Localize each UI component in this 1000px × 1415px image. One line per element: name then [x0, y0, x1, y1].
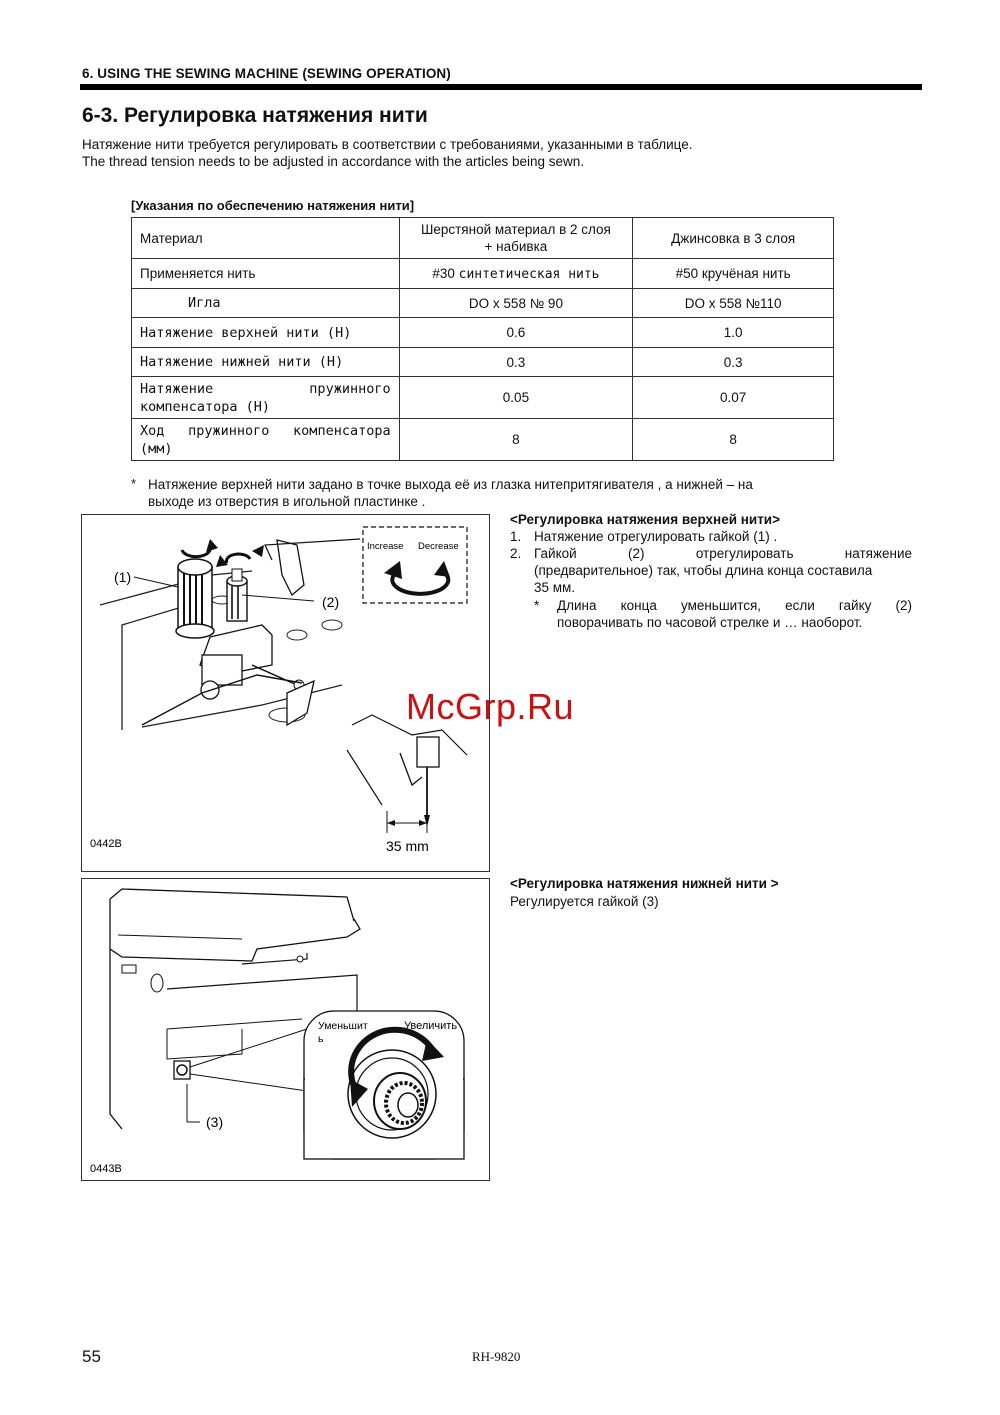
header-rule — [80, 84, 922, 90]
row-value: 0.3 — [399, 348, 633, 377]
label-2: (2) — [322, 594, 340, 610]
header-wool: Шерстяной материал в 2 слоя + набивка — [399, 218, 633, 259]
row-value: DO x 558 № 90 — [399, 289, 633, 318]
row-label: Применяется нить — [132, 259, 400, 289]
step-1-text: Натяжение отрегулировать гайкой (1) . — [534, 529, 778, 544]
row-label: Ход пружинного компенсатора (мм) — [132, 419, 400, 461]
bobbin-nut-3-icon — [174, 1061, 190, 1079]
lower-tension-figure — [81, 878, 490, 1181]
lower-tension-heading: <Регулировка натяжения нижней нити > — [510, 876, 779, 891]
row-value: DO x 558 №110 — [633, 289, 834, 318]
lower-tension-text: Регулируется гайкой (3) — [510, 894, 659, 909]
figure-code: 0442B — [90, 838, 122, 850]
figure-code: 0443B — [90, 1163, 122, 1175]
row-value: #30 синтетическая нить — [399, 259, 633, 289]
row-value: 0.07 — [633, 377, 834, 419]
model-number: RH-9820 — [472, 1349, 521, 1364]
decrease-label: Decrease — [418, 541, 459, 552]
label-3: (3) — [206, 1114, 224, 1130]
row-value: 0.6 — [399, 318, 633, 348]
header-material: Материал — [132, 218, 400, 259]
section-header: 6. USING THE SEWING MACHINE (SEWING OPERATION) — [82, 66, 451, 81]
step-2-number: 2. — [510, 546, 522, 561]
row-value: 8 — [633, 419, 834, 461]
sub-note-asterisk: * — [534, 598, 540, 613]
step-1-number: 1. — [510, 529, 522, 544]
increase-label: Increase — [367, 541, 404, 552]
note-text: Натяжение верхней нити задано в точке выхода её из глазка нитепритягивателя , а нижней – на выходе из отверстия в игольной пластинке . — [148, 477, 753, 509]
row-value: 0.05 — [399, 377, 633, 419]
page-title: 6-3. Регулировка натяжения нити — [82, 104, 428, 127]
table-row — [132, 348, 834, 377]
table-row — [132, 419, 834, 461]
row-label: Натяжение нижней нити (Н) — [132, 348, 400, 377]
page-number: 55 — [82, 1347, 101, 1366]
dimension-label: 35 mm — [386, 838, 429, 854]
decrease-ru-label-cont: ь — [318, 1033, 324, 1045]
table-row — [132, 377, 834, 419]
row-label: Игла — [132, 289, 400, 318]
table-row — [132, 318, 834, 348]
sub-note-text: Длина конца уменьшится, если гайку (2) поворачивать по часовой стрелке и … наоборот. — [557, 598, 912, 630]
intro-en: The thread tension needs to be adjusted in accordance with the articles being sewn. — [82, 154, 585, 169]
row-label: Натяжение пружинного компенсатора (Н) — [132, 377, 400, 419]
table-row — [132, 289, 834, 318]
intro-ru: Натяжение нити требуется регулировать в соответствии с требованиями, указанными в таблице. — [82, 137, 693, 152]
upper-tension-heading: <Регулировка натяжения верхней нити> — [510, 512, 780, 527]
label-1: (1) — [114, 569, 132, 585]
row-value: #50 кручёная нить — [633, 259, 834, 289]
row-label: Натяжение верхней нити (Н) — [132, 318, 400, 348]
header-denim: Джинсовка в 3 слоя — [633, 218, 834, 259]
increase-ru-label: Увеличить — [404, 1020, 458, 1032]
lower-tension-illustration — [82, 879, 489, 1180]
row-value: 0.3 — [633, 348, 834, 377]
table-caption: [Указания по обеспечению натяжения нити] — [131, 198, 415, 213]
row-value: 1.0 — [633, 318, 834, 348]
watermark: McGrp.Ru — [406, 686, 575, 727]
knob-icon — [374, 1073, 426, 1129]
step-2-text: Гайкой (2) отрегулировать натяжение (предварительное) так, чтобы длина конца составила 35 мм. — [534, 546, 912, 595]
table-row — [132, 259, 834, 289]
table-header-row — [132, 218, 834, 259]
decrease-ru-label: Уменьшит — [318, 1020, 368, 1032]
row-value: 8 — [399, 419, 633, 461]
tension-nut-1-icon — [176, 559, 214, 638]
note-asterisk: * — [131, 476, 137, 491]
thread-tension-table — [131, 217, 834, 461]
